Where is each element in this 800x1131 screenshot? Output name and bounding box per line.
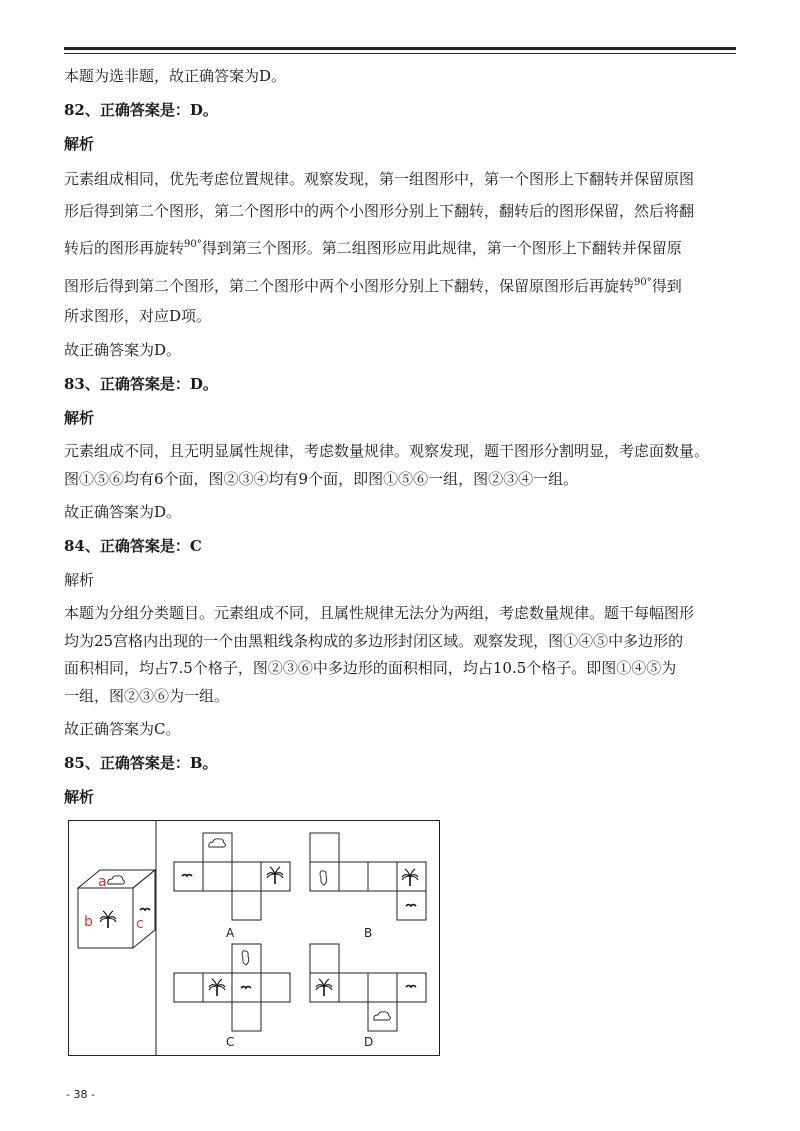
option-label-d: D xyxy=(364,1035,374,1049)
cube-face-label-b: b xyxy=(84,914,93,930)
palm-tree-icon xyxy=(267,867,283,884)
answer-heading-82: 82、正确答案是：D。 xyxy=(64,101,218,119)
text-line: 故正确答案为C。 xyxy=(64,720,181,738)
bird-icon xyxy=(406,905,416,907)
island-icon xyxy=(320,871,327,885)
cloud-icon xyxy=(108,876,125,884)
palm-tree-icon xyxy=(402,869,418,886)
island-icon xyxy=(242,951,249,965)
text-line: 元素组成相同，优先考虑位置规律。观察发现，第一组图形中，第一个图形上下翻转并保留原图 xyxy=(64,170,695,188)
answer-heading-85: 85、正确答案是：B。 xyxy=(64,754,218,772)
bird-icon xyxy=(182,875,192,877)
cube-unfolding-figure xyxy=(68,820,440,1056)
header-rule-thick xyxy=(64,47,736,50)
text-line: 故正确答案为D。 xyxy=(64,341,182,359)
option-label-c: C xyxy=(226,1035,235,1049)
answer-heading-83: 83、正确答案是：D。 xyxy=(64,375,218,393)
text-line: 元素组成不同，且无明显属性规律，考虑数量规律。观察发现，题干图形分割明显，考虑面数量。 xyxy=(64,442,710,460)
option-c-net xyxy=(174,944,290,1031)
text-line: 故正确答案为D。 xyxy=(64,503,182,521)
cloud-icon xyxy=(209,839,226,847)
cube-face-label-a: a xyxy=(98,874,107,890)
answer-heading-84: 84、正确答案是：C xyxy=(64,537,202,555)
text-line: 图①⑤⑥均有6个面，图②③④均有9个面，即图①⑤⑥一组，图②③④一组。 xyxy=(64,470,579,488)
palm-tree-icon xyxy=(209,979,225,996)
text-line: 一组，图②③⑥为一组。 xyxy=(64,687,230,705)
text-line: 本题为分组分类题目。元素组成不同，且属性规律无法分为两组，考虑数量规律。题干每幅图形 xyxy=(64,604,695,622)
analysis-heading: 解析 xyxy=(64,135,95,153)
cube-face-label-c: c xyxy=(136,916,144,932)
analysis-heading: 解析 xyxy=(64,571,95,589)
text-line: 形后得到第二个图形，第二个图形中的两个小图形分别上下翻转，翻转后的图形保留，然后将翻 xyxy=(64,202,695,220)
palm-tree-icon xyxy=(316,979,332,996)
cloud-icon xyxy=(374,1012,391,1020)
analysis-heading: 解析 xyxy=(64,409,95,427)
bird-icon xyxy=(140,909,150,911)
text-line: 面积相同，均占7.5个格子，图②③⑥中多边形的面积相同，均占10.5个格子。即图①④⑤为 xyxy=(64,659,677,677)
page-number: - 38 - xyxy=(66,1088,95,1101)
header-rule-thin xyxy=(64,53,736,54)
bird-icon xyxy=(406,986,416,988)
palm-tree-icon xyxy=(100,911,116,928)
option-d-net xyxy=(310,944,426,1031)
analysis-heading: 解析 xyxy=(64,788,95,806)
bird-icon xyxy=(241,987,251,989)
text-line: 转后的图形再旋转$^{90^\circ}$得到第三个图形。第二组图形应用此规律，第一个图形上下翻转并保留原 xyxy=(64,239,682,257)
text-line: 所求图形，对应D项。 xyxy=(64,307,212,325)
text-line: 图形后得到第二个图形，第二个图形中两个小图形分别上下翻转，保留原图形后再旋转$^{90^\circ}$得到 xyxy=(64,277,682,295)
text-line: 均为25宫格内出现的一个由黑粗线条构成的多边形封闭区域。观察发现，图①④⑤中多边形的 xyxy=(64,632,684,650)
option-label-b: B xyxy=(364,926,373,940)
option-label-a: A xyxy=(226,926,235,940)
text-line: 本题为选非题，故正确答案为D。 xyxy=(64,67,287,85)
